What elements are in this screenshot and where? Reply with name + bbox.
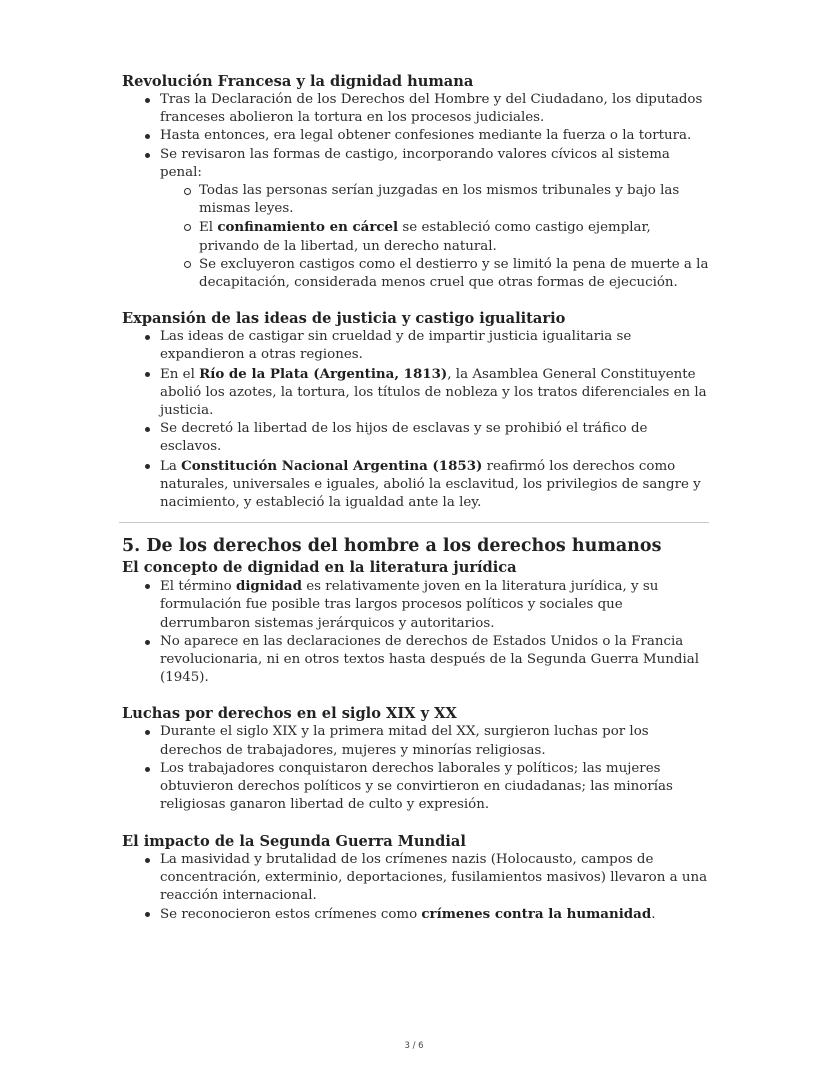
section-heading: Expansión de las ideas de justicia y castigo igualitario: [122, 310, 566, 328]
list-item: Tras la Declaración de los Derechos del Hombre y del Ciudadano, los diputados franceses abolieron la tortura en los procesos judiciales.: [122, 91, 710, 127]
page-indicator: 3 / 6: [404, 1041, 424, 1051]
sub-list-item: Se excluyeron castigos como el destierro y se limitó la pena de muerte a la decapitación, considerada menos cruel que otras formas de ejecución.: [160, 256, 710, 292]
list-item: Hasta entonces, era legal obtener confesiones mediante la fuerza o la tortura.: [122, 127, 710, 145]
section-heading: Revolución Francesa y la dignidad humana: [122, 73, 474, 90]
document-page: [122, 72, 710, 924]
section-segunda-guerra: [122, 832, 710, 925]
bullet-list: [122, 328, 710, 512]
section-heading: El concepto de dignidad en la literatura jurídica: [122, 559, 517, 577]
bullet-list: [122, 91, 710, 292]
section-divider: [119, 522, 709, 523]
list-item: Se reconocieron estos crímenes como crímenes contra la humanidad.: [122, 905, 710, 924]
bullet-list: [122, 577, 710, 687]
chapter-title: 5. De los derechos del hombre a los derechos humanos: [122, 536, 662, 557]
list-item: Se revisaron las formas de castigo, incorporando valores cívicos al sistema penal: Todas las personas serían juzgadas en los mismos tribunales y bajo las mismas leyes. El confinamiento en cárcel se estableció como castigo ejemplar, privando de la libertad, un derecho natural. Se excluyeron castigos como el destierro y se limitó la pena de muerte a la decapitación, considerada menos cruel que otras formas de ejecución.: [122, 146, 710, 293]
section-heading: El impacto de la Segunda Guerra Mundial: [122, 832, 466, 850]
list-item: En el Río de la Plata (Argentina, 1813), la Asamblea General Constituyente abolió los azotes, la tortura, los títulos de nobleza y los tratos diferenciales en la justicia.: [122, 365, 710, 421]
section-luchas-derechos: [122, 704, 710, 814]
bullet-list: [122, 851, 710, 925]
section-heading: Luchas por derechos en el siglo XIX y XX: [122, 705, 457, 723]
list-item: Los trabajadores conquistaron derechos laborales y políticos; las mujeres obtuvieron derechos políticos y se convirtieron en ciudadanas; las minorías religiosas ganaron libertad de culto y expresión.: [122, 760, 710, 815]
list-item: Se decretó la libertad de los hijos de esclavas y se prohibió el tráfico de esclavos.: [122, 420, 710, 456]
section-revolucion-francesa: [122, 72, 710, 292]
list-item: No aparece en las declaraciones de derechos de Estados Unidos o la Francia revolucionaria, ni en otros textos hasta después de la Segunda Guerra Mundial (1945).: [122, 633, 710, 688]
sub-list-item: El confinamiento en cárcel se estableció como castigo ejemplar, privando de la libertad, un derecho natural.: [160, 218, 710, 255]
list-item: El término dignidad es relativamente joven en la literatura jurídica, y su formulación fue posible tras largos procesos políticos y sociales que derrumbaron sistemas jerárquicos y autoritarios.: [122, 577, 710, 633]
list-item: Las ideas de castigar sin crueldad y de impartir justicia igualitaria se expandieron a otras regiones.: [122, 328, 710, 364]
list-item: Durante el siglo XIX y la primera mitad del XX, surgieron luchas por los derechos de trabajadores, mujeres y minorías religiosas.: [122, 723, 710, 759]
list-item: La Constitución Nacional Argentina (1853) reafirmó los derechos como naturales, universales e iguales, abolió la esclavitud, los privilegios de sangre y nacimiento, y estableció la igualdad ante la ley.: [122, 457, 710, 513]
list-item: La masividad y brutalidad de los crímenes nazis (Holocausto, campos de concentración, exterminio, deportaciones, fusilamientos masivos) llevaron a una reacción internacional.: [122, 851, 710, 906]
section-expansion-ideas: [122, 309, 710, 512]
section-concepto-dignidad: [122, 558, 710, 687]
sub-bullet-list: [160, 182, 710, 292]
sub-list-item: Todas las personas serían juzgadas en los mismos tribunales y bajo las mismas leyes.: [160, 182, 710, 218]
bullet-list: [122, 723, 710, 814]
